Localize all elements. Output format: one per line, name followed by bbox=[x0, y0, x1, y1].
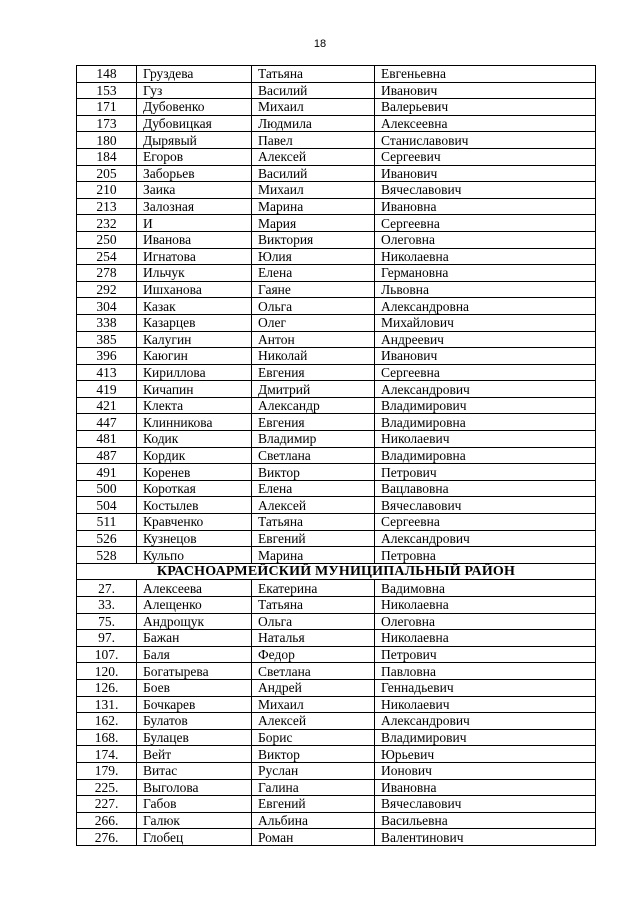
cell-first-name: Елена bbox=[252, 480, 375, 497]
cell-patronymic: Петровна bbox=[375, 547, 596, 564]
cell-number: 338 bbox=[77, 314, 137, 331]
table-row bbox=[77, 796, 596, 813]
cell-last-name: И bbox=[137, 215, 252, 232]
cell-first-name: Виктор bbox=[252, 464, 375, 481]
table-row bbox=[77, 298, 596, 315]
cell-patronymic: Сергеевна bbox=[375, 364, 596, 381]
table-row bbox=[77, 597, 596, 614]
cell-patronymic: Олеговна bbox=[375, 231, 596, 248]
table-row bbox=[77, 762, 596, 779]
cell-last-name: Дырявый bbox=[137, 132, 252, 149]
cell-first-name: Василий bbox=[252, 165, 375, 182]
cell-patronymic: Валентинович bbox=[375, 829, 596, 846]
cell-number: 179. bbox=[77, 762, 137, 779]
page-number: 18 bbox=[313, 38, 327, 50]
cell-last-name: Вейт bbox=[137, 746, 252, 763]
cell-first-name: Михаил bbox=[252, 182, 375, 199]
cell-last-name: Казак bbox=[137, 298, 252, 315]
table-row bbox=[77, 746, 596, 763]
table-row bbox=[77, 514, 596, 531]
cell-first-name: Мария bbox=[252, 215, 375, 232]
cell-first-name: Дмитрий bbox=[252, 381, 375, 398]
section-title: КРАСНОАРМЕЙСКИЙ МУНИЦИПАЛЬНЫЙ РАЙОН bbox=[77, 563, 596, 580]
cell-number: 171 bbox=[77, 99, 137, 116]
table-row bbox=[77, 497, 596, 514]
table-row bbox=[77, 66, 596, 83]
cell-last-name: Коренев bbox=[137, 464, 252, 481]
cell-number: 413 bbox=[77, 364, 137, 381]
cell-number: 227. bbox=[77, 796, 137, 813]
cell-last-name: Баля bbox=[137, 646, 252, 663]
cell-number: 292 bbox=[77, 281, 137, 298]
cell-first-name: Михаил bbox=[252, 696, 375, 713]
cell-first-name: Наталья bbox=[252, 630, 375, 647]
cell-last-name: Короткая bbox=[137, 480, 252, 497]
cell-patronymic: Вадимовна bbox=[375, 580, 596, 597]
cell-number: 153 bbox=[77, 82, 137, 99]
cell-last-name: Ишханова bbox=[137, 281, 252, 298]
cell-last-name: Алещенко bbox=[137, 597, 252, 614]
cell-last-name: Богатырева bbox=[137, 663, 252, 680]
cell-patronymic: Александрович bbox=[375, 530, 596, 547]
cell-number: 131. bbox=[77, 696, 137, 713]
table-row bbox=[77, 646, 596, 663]
table-row bbox=[77, 132, 596, 149]
cell-first-name: Елена bbox=[252, 265, 375, 282]
cell-first-name: Евгений bbox=[252, 796, 375, 813]
cell-patronymic: Ивановна bbox=[375, 198, 596, 215]
cell-patronymic: Сергеевич bbox=[375, 148, 596, 165]
cell-first-name: Марина bbox=[252, 198, 375, 215]
cell-first-name: Владимир bbox=[252, 431, 375, 448]
cell-first-name: Евгений bbox=[252, 530, 375, 547]
cell-last-name: Костылев bbox=[137, 497, 252, 514]
table-row bbox=[77, 165, 596, 182]
cell-number: 278 bbox=[77, 265, 137, 282]
table-row bbox=[77, 265, 596, 282]
cell-number: 173 bbox=[77, 115, 137, 132]
cell-number: 481 bbox=[77, 431, 137, 448]
table-row bbox=[77, 580, 596, 597]
cell-patronymic: Андреевич bbox=[375, 331, 596, 348]
table-row bbox=[77, 381, 596, 398]
cell-last-name: Каюгин bbox=[137, 348, 252, 365]
cell-patronymic: Станиславович bbox=[375, 132, 596, 149]
cell-number: 33. bbox=[77, 597, 137, 614]
table-row bbox=[77, 547, 596, 564]
cell-first-name: Руслан bbox=[252, 762, 375, 779]
table-row bbox=[77, 231, 596, 248]
roster-table bbox=[76, 65, 596, 846]
table-row bbox=[77, 447, 596, 464]
table-row bbox=[77, 779, 596, 796]
cell-patronymic: Владимирович bbox=[375, 729, 596, 746]
table-row bbox=[77, 713, 596, 730]
cell-last-name: Кульпо bbox=[137, 547, 252, 564]
table-row bbox=[77, 464, 596, 481]
cell-number: 396 bbox=[77, 348, 137, 365]
cell-number: 107. bbox=[77, 646, 137, 663]
table-row bbox=[77, 82, 596, 99]
cell-last-name: Боев bbox=[137, 679, 252, 696]
cell-patronymic: Михайлович bbox=[375, 314, 596, 331]
table-row bbox=[77, 679, 596, 696]
cell-last-name: Заика bbox=[137, 182, 252, 199]
cell-first-name: Галина bbox=[252, 779, 375, 796]
cell-number: 232 bbox=[77, 215, 137, 232]
table-row bbox=[77, 663, 596, 680]
table-row bbox=[77, 729, 596, 746]
cell-first-name: Александр bbox=[252, 397, 375, 414]
cell-number: 213 bbox=[77, 198, 137, 215]
cell-last-name: Груздева bbox=[137, 66, 252, 83]
cell-last-name: Гуз bbox=[137, 82, 252, 99]
cell-number: 266. bbox=[77, 812, 137, 829]
table-row bbox=[77, 314, 596, 331]
cell-patronymic: Владимировна bbox=[375, 414, 596, 431]
table-row bbox=[77, 115, 596, 132]
cell-first-name: Марина bbox=[252, 547, 375, 564]
cell-number: 120. bbox=[77, 663, 137, 680]
cell-patronymic: Ивановна bbox=[375, 779, 596, 796]
table-row bbox=[77, 829, 596, 846]
cell-first-name: Светлана bbox=[252, 447, 375, 464]
cell-number: 276. bbox=[77, 829, 137, 846]
table-row bbox=[77, 248, 596, 265]
table-row bbox=[77, 696, 596, 713]
cell-first-name: Евгения bbox=[252, 364, 375, 381]
cell-number: 184 bbox=[77, 148, 137, 165]
cell-first-name: Евгения bbox=[252, 414, 375, 431]
table-row bbox=[77, 148, 596, 165]
cell-last-name: Габов bbox=[137, 796, 252, 813]
cell-first-name: Роман bbox=[252, 829, 375, 846]
cell-patronymic: Петрович bbox=[375, 646, 596, 663]
cell-number: 126. bbox=[77, 679, 137, 696]
cell-patronymic: Сергеевна bbox=[375, 215, 596, 232]
cell-last-name: Калугин bbox=[137, 331, 252, 348]
cell-number: 447 bbox=[77, 414, 137, 431]
cell-patronymic: Иванович bbox=[375, 165, 596, 182]
table-row bbox=[77, 613, 596, 630]
cell-patronymic: Алексеевна bbox=[375, 115, 596, 132]
cell-patronymic: Николаевна bbox=[375, 630, 596, 647]
cell-last-name: Бажан bbox=[137, 630, 252, 647]
cell-first-name: Екатерина bbox=[252, 580, 375, 597]
cell-last-name: Андрощук bbox=[137, 613, 252, 630]
table-row bbox=[77, 397, 596, 414]
table-row bbox=[77, 348, 596, 365]
table-row bbox=[77, 215, 596, 232]
cell-last-name: Булатов bbox=[137, 713, 252, 730]
table-row bbox=[77, 812, 596, 829]
cell-number: 304 bbox=[77, 298, 137, 315]
cell-number: 500 bbox=[77, 480, 137, 497]
cell-first-name: Алексей bbox=[252, 497, 375, 514]
cell-patronymic: Васильевна bbox=[375, 812, 596, 829]
cell-number: 97. bbox=[77, 630, 137, 647]
cell-patronymic: Германовна bbox=[375, 265, 596, 282]
cell-number: 75. bbox=[77, 613, 137, 630]
cell-last-name: Заборьев bbox=[137, 165, 252, 182]
cell-first-name: Ольга bbox=[252, 613, 375, 630]
cell-first-name: Михаил bbox=[252, 99, 375, 116]
cell-patronymic: Александрович bbox=[375, 381, 596, 398]
cell-number: 168. bbox=[77, 729, 137, 746]
cell-patronymic: Николаевич bbox=[375, 696, 596, 713]
cell-first-name: Виктор bbox=[252, 746, 375, 763]
cell-patronymic: Сергеевна bbox=[375, 514, 596, 531]
cell-patronymic: Павловна bbox=[375, 663, 596, 680]
cell-last-name: Кодик bbox=[137, 431, 252, 448]
table-row bbox=[77, 431, 596, 448]
cell-number: 210 bbox=[77, 182, 137, 199]
cell-last-name: Витас bbox=[137, 762, 252, 779]
cell-patronymic: Ионович bbox=[375, 762, 596, 779]
cell-last-name: Булацев bbox=[137, 729, 252, 746]
table-row bbox=[77, 630, 596, 647]
cell-patronymic: Юрьевич bbox=[375, 746, 596, 763]
cell-first-name: Андрей bbox=[252, 679, 375, 696]
cell-last-name: Дубовицкая bbox=[137, 115, 252, 132]
cell-number: 526 bbox=[77, 530, 137, 547]
cell-first-name: Татьяна bbox=[252, 514, 375, 531]
table-row bbox=[77, 364, 596, 381]
cell-last-name: Кордик bbox=[137, 447, 252, 464]
cell-first-name: Николай bbox=[252, 348, 375, 365]
cell-last-name: Кравченко bbox=[137, 514, 252, 531]
cell-number: 174. bbox=[77, 746, 137, 763]
cell-number: 254 bbox=[77, 248, 137, 265]
cell-last-name: Егоров bbox=[137, 148, 252, 165]
cell-first-name: Юлия bbox=[252, 248, 375, 265]
cell-patronymic: Геннадьевич bbox=[375, 679, 596, 696]
cell-number: 148 bbox=[77, 66, 137, 83]
cell-last-name: Глобец bbox=[137, 829, 252, 846]
cell-last-name: Клекта bbox=[137, 397, 252, 414]
cell-patronymic: Николаевна bbox=[375, 248, 596, 265]
cell-patronymic: Николаевич bbox=[375, 431, 596, 448]
cell-first-name: Татьяна bbox=[252, 66, 375, 83]
cell-first-name: Людмила bbox=[252, 115, 375, 132]
cell-first-name: Алексей bbox=[252, 148, 375, 165]
table-row bbox=[77, 198, 596, 215]
cell-patronymic: Владимирович bbox=[375, 397, 596, 414]
cell-patronymic: Петрович bbox=[375, 464, 596, 481]
cell-patronymic: Иванович bbox=[375, 82, 596, 99]
cell-last-name: Кузнецов bbox=[137, 530, 252, 547]
cell-patronymic: Валерьевич bbox=[375, 99, 596, 116]
cell-patronymic: Вячеславович bbox=[375, 182, 596, 199]
table-row bbox=[77, 480, 596, 497]
cell-number: 504 bbox=[77, 497, 137, 514]
cell-first-name: Павел bbox=[252, 132, 375, 149]
cell-last-name: Кичапин bbox=[137, 381, 252, 398]
cell-patronymic: Владимировна bbox=[375, 447, 596, 464]
cell-patronymic: Львовна bbox=[375, 281, 596, 298]
cell-number: 385 bbox=[77, 331, 137, 348]
cell-patronymic: Вячеславович bbox=[375, 497, 596, 514]
cell-patronymic: Александровна bbox=[375, 298, 596, 315]
table-row bbox=[77, 414, 596, 431]
cell-number: 180 bbox=[77, 132, 137, 149]
cell-number: 250 bbox=[77, 231, 137, 248]
roster-body bbox=[77, 66, 596, 846]
cell-number: 528 bbox=[77, 547, 137, 564]
cell-last-name: Галюк bbox=[137, 812, 252, 829]
cell-patronymic: Александрович bbox=[375, 713, 596, 730]
cell-last-name: Иванова bbox=[137, 231, 252, 248]
cell-number: 491 bbox=[77, 464, 137, 481]
cell-number: 419 bbox=[77, 381, 137, 398]
cell-last-name: Казарцев bbox=[137, 314, 252, 331]
cell-first-name: Ольга bbox=[252, 298, 375, 315]
table-row bbox=[77, 99, 596, 116]
cell-first-name: Борис bbox=[252, 729, 375, 746]
cell-last-name: Дубовенко bbox=[137, 99, 252, 116]
cell-number: 421 bbox=[77, 397, 137, 414]
cell-first-name: Виктория bbox=[252, 231, 375, 248]
table-row bbox=[77, 281, 596, 298]
table-row bbox=[77, 331, 596, 348]
cell-patronymic: Евгеньевна bbox=[375, 66, 596, 83]
cell-first-name: Олег bbox=[252, 314, 375, 331]
cell-last-name: Клинникова bbox=[137, 414, 252, 431]
cell-number: 225. bbox=[77, 779, 137, 796]
cell-number: 27. bbox=[77, 580, 137, 597]
cell-first-name: Алексей bbox=[252, 713, 375, 730]
cell-first-name: Гаяне bbox=[252, 281, 375, 298]
section-row bbox=[77, 563, 596, 580]
cell-first-name: Альбина bbox=[252, 812, 375, 829]
cell-patronymic: Вацлавовна bbox=[375, 480, 596, 497]
cell-last-name: Ильчук bbox=[137, 265, 252, 282]
cell-number: 487 bbox=[77, 447, 137, 464]
cell-last-name: Бочкарев bbox=[137, 696, 252, 713]
cell-patronymic: Иванович bbox=[375, 348, 596, 365]
cell-last-name: Алексеева bbox=[137, 580, 252, 597]
table-row bbox=[77, 182, 596, 199]
table-row bbox=[77, 530, 596, 547]
cell-last-name: Выголова bbox=[137, 779, 252, 796]
cell-number: 205 bbox=[77, 165, 137, 182]
cell-last-name: Кириллова bbox=[137, 364, 252, 381]
cell-number: 162. bbox=[77, 713, 137, 730]
cell-first-name: Татьяна bbox=[252, 597, 375, 614]
cell-patronymic: Николаевна bbox=[375, 597, 596, 614]
cell-first-name: Федор bbox=[252, 646, 375, 663]
cell-number: 511 bbox=[77, 514, 137, 531]
cell-last-name: Игнатова bbox=[137, 248, 252, 265]
cell-patronymic: Вячеславович bbox=[375, 796, 596, 813]
cell-first-name: Антон bbox=[252, 331, 375, 348]
cell-first-name: Светлана bbox=[252, 663, 375, 680]
cell-patronymic: Олеговна bbox=[375, 613, 596, 630]
cell-first-name: Василий bbox=[252, 82, 375, 99]
cell-last-name: Залозная bbox=[137, 198, 252, 215]
